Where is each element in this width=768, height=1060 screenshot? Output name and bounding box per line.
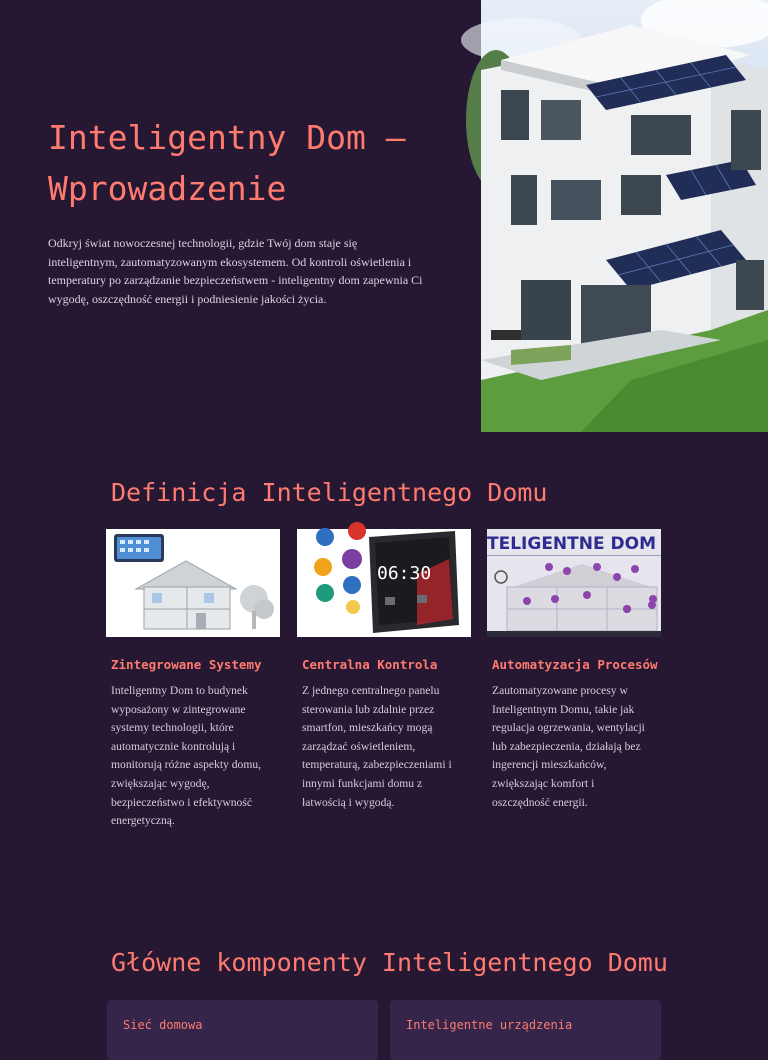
house-illustration bbox=[481, 0, 768, 432]
definition-title: Definicja Inteligentnego Domu bbox=[111, 478, 548, 507]
panel-time: 06:30 bbox=[377, 563, 432, 584]
component-label: Sieć domowa bbox=[123, 1018, 203, 1032]
card-title: Zintegrowane Systemy bbox=[111, 657, 262, 672]
card-image-control-panel bbox=[297, 529, 471, 637]
house-tablet-illustration bbox=[106, 529, 280, 637]
card-title: Centralna Kontrola bbox=[302, 657, 438, 672]
card-text: Z jednego centralnego panelu sterowania lub zdalnie przez smartfon, mieszkańcy mogą zarządzać oświetleniem, temperaturą, zabezpieczeniami i innymi funkcjami domu z łatwością i wygodą. bbox=[302, 684, 452, 809]
card-central-control bbox=[297, 529, 471, 812]
card-integrated-systems bbox=[106, 529, 280, 831]
component-home-network bbox=[107, 1000, 378, 1060]
card-text: Inteligentny Dom to budynek wyposażony w zintegrowane systemy technologii, które automatycznie kontrolują i monitorują różne aspekty domu, zwiększając wygodę, bezpieczeństwo i efektywność energetyczną. bbox=[111, 684, 262, 828]
smart-home-diagram-illustration bbox=[487, 529, 661, 637]
card-image-house-tablet bbox=[106, 529, 280, 637]
control-panel-illustration bbox=[297, 529, 471, 637]
smart-house-image bbox=[481, 0, 768, 432]
hero-text bbox=[48, 112, 428, 308]
banner-text: TELIGENTNE DOM bbox=[487, 534, 656, 554]
card-text: Zautomatyzowane procesy w Inteligentnym Domu, takie jak regulacja ogrzewania, wentylacji lub zabezpieczenia, działają bez ingerencji mieszkańców, zwiększając komfort i oszczędność energii. bbox=[492, 684, 645, 809]
component-label: Inteligentne urządzenia bbox=[406, 1018, 573, 1032]
card-title: Automatyzacja Procesów bbox=[492, 657, 658, 672]
card-image-smart-home-diagram bbox=[487, 529, 661, 637]
hero-title: Inteligentny Dom – Wprowadzenie bbox=[48, 118, 406, 208]
hero-subtitle: Odkryj świat nowoczesnej technologii, gdzie Twój dom staje się inteligentnym, zautomatyzowanym ekosystemem. Od kontroli oświetlenia i temperatury po zarządzanie bezpieczeństwem - inteligentny dom zapewnia Ci wygodę, oszczędność energii i podniesienie jakości życia. bbox=[48, 236, 423, 306]
card-process-automation bbox=[487, 529, 661, 812]
component-smart-devices bbox=[390, 1000, 661, 1060]
hero-section bbox=[0, 0, 768, 432]
components-title: Główne komponenty Inteligentnego Domu bbox=[111, 948, 668, 977]
